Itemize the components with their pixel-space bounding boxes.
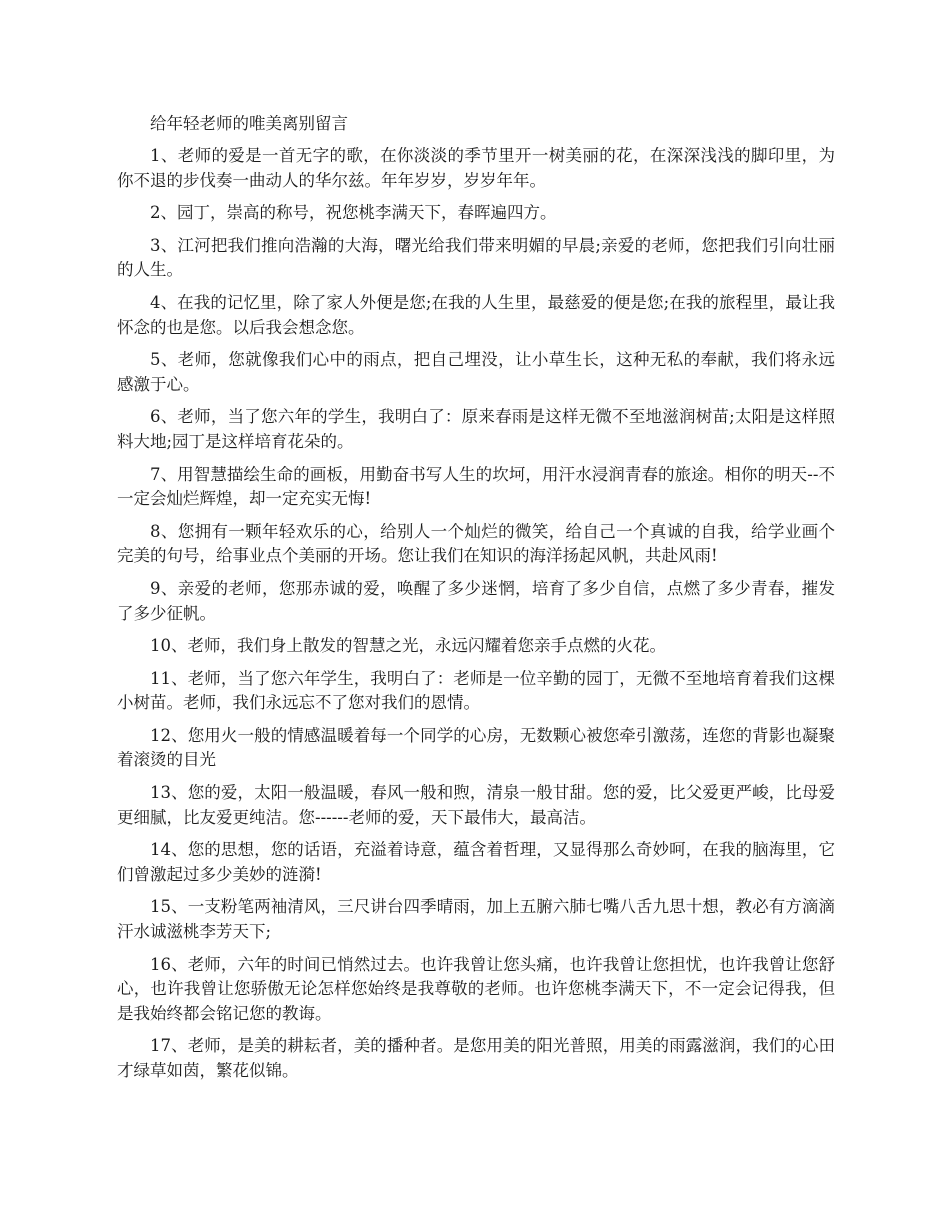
paragraph-10: 10、老师，我们身上散发的智慧之光，永远闪耀着您亲手点燃的火花。	[150, 636, 666, 656]
paragraph-5: 5、老师，您就像我们心中的雨点，把自己埋没，让小草生长，这种无私的奉献，我们将永远感激于心。	[117, 350, 835, 394]
document-title: 给年轻老师的唯美离别留言	[150, 114, 348, 133]
paragraph-11: 11、老师，当了您六年学生，我明白了：老师是一位辛勤的园丁，无微不至地培育着我们这棵小树苗。老师，我们永远忘不了您对我们的恩情。	[117, 668, 835, 713]
paragraph-12: 12、您用火一般的情感温暖着每一个同学的心房，无数颗心被您牵引激荡，连您的背影也凝聚着滚烫的目光	[117, 725, 835, 770]
paragraph-15: 15、一支粉笔两袖清风，三尺讲台四季晴雨，加上五腑六肺七嘴八舌九思十想，教必有方滴滴汗水诚滋桃李芳天下;	[117, 897, 835, 942]
paragraph-8: 8、您拥有一颗年轻欢乐的心，给别人一个灿烂的微笑，给自己一个真诚的自我，给学业画个完美的句号，给事业点个美丽的开场。您让我们在知识的海洋扬起风帆，共赴风雨!	[117, 521, 835, 566]
paragraph-14: 14、您的思想，您的话语，充溢着诗意，蕴含着哲理，又显得那么奇妙呵，在我的脑海里，它们曾激起过多少美妙的涟漪!	[117, 840, 835, 884]
paragraph-9: 9、亲爱的老师，您那赤诚的爱，唤醒了多少迷惘，培育了多少自信，点燃了多少青春，摧发了多少征帆。	[117, 578, 835, 623]
paragraph-1: 1、老师的爱是一首无字的歌，在你淡淡的季节里开一树美丽的花，在深深浅浅的脚印里，为你不退的步伐奏一曲动人的华尔兹。年年岁岁，岁岁年年。	[117, 146, 835, 190]
paragraph-4: 4、在我的记忆里，除了家人外便是您;在我的人生里，最慈爱的便是您;在我的旅程里，最让我怀念的也是您。以后我会想念您。	[117, 292, 835, 337]
paragraph-3: 3、江河把我们推向浩瀚的大海，曙光给我们带来明媚的早晨;亲爱的老师，您把我们引向壮丽的人生。	[117, 235, 835, 280]
paragraph-6: 6、老师，当了您六年的学生，我明白了：原来春雨是这样无微不至地滋润树苗;太阳是这样照料大地;园丁是这样培育花朵的。	[117, 407, 835, 451]
paragraph-13: 13、您的爱，太阳一般温暖，春风一般和煦，清泉一般甘甜。您的爱，比父爱更严峻，比母爱更细腻，比友爱更纯洁。您------老师的爱，天下最伟大，最高洁。	[117, 783, 835, 827]
document-body	[117, 112, 835, 1092]
paragraph-16: 16、老师，六年的时间已悄然过去。也许我曾让您头痛，也许我曾让您担忧，也许我曾让您舒心，也许我曾让您骄傲无论怎样您始终是我尊敬的老师。也许您桃李满天下，不一定会记得我，但是我始终都会铭记您的教诲。	[117, 954, 835, 1023]
paragraph-2: 2、园丁，崇高的称号，祝您桃李满天下，春晖遍四方。	[150, 203, 557, 223]
paragraph-17: 17、老师，是美的耕耘者，美的播种者。是您用美的阳光普照，用美的雨露滋润，我们的心田才绿草如茵，繁花似锦。	[117, 1036, 835, 1080]
paragraph-7: 7、用智慧描绘生命的画板，用勤奋书写人生的坎坷，用汗水浸润青春的旅途。相你的明天--不一定会灿烂辉煌，却一定充实无悔!	[117, 464, 835, 509]
